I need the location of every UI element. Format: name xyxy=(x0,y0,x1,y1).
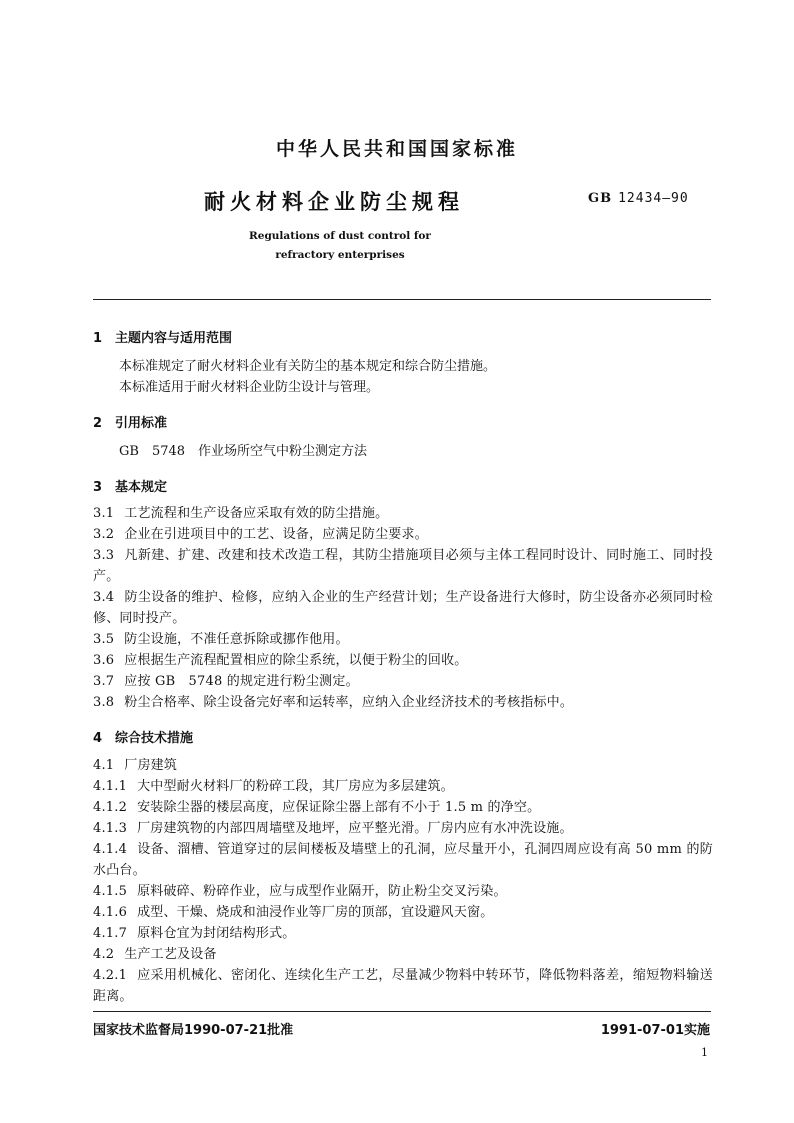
clause-text: 生产工艺及设备 xyxy=(124,947,217,962)
clause-3-1 xyxy=(93,503,713,524)
clause-4-1 xyxy=(93,755,713,776)
clause-number: 4.2 xyxy=(93,947,115,962)
clause-4-1-7 xyxy=(93,923,713,944)
clause-text: 原料仓宜为封闭结构形式。 xyxy=(137,926,296,941)
section-number: 3 xyxy=(93,480,103,495)
clause-3-3 xyxy=(93,545,713,587)
clause-4-1-3 xyxy=(93,818,713,839)
clause-text: 原料破碎、粉碎作业，应与成型作业隔开，防止粉尘交叉污染。 xyxy=(137,884,507,899)
clause-4-1-6 xyxy=(93,902,713,923)
clause-4-1-4 xyxy=(93,839,713,881)
clause-3-4 xyxy=(93,587,713,629)
clause-text: 设备、溜槽、管道穿过的层间楼板及墙壁上的孔洞，应尽量开小，孔洞四周应设有高 50 mm 的防水凸台。 xyxy=(93,842,713,878)
clause-3-2 xyxy=(93,524,713,545)
clause-text: 大中型耐火材料厂的粉碎工段，其厂房应为多层建筑。 xyxy=(137,779,454,794)
clause-text: 应根据生产流程配置相应的除尘系统，以便于粉尘的回收。 xyxy=(124,653,468,668)
clause-number: 3.6 xyxy=(93,653,115,668)
clause-number: 3.1 xyxy=(93,506,115,521)
clause-number: 3.7 xyxy=(93,674,115,689)
clause-number: 3.2 xyxy=(93,527,115,542)
code-prefix: GB xyxy=(588,191,613,206)
clause-3-8 xyxy=(93,692,713,713)
section-title: 主题内容与适用范围 xyxy=(115,331,233,346)
section-2-reference: GB 5748 作业场所空气中粉尘测定方法 xyxy=(119,444,368,459)
clause-3-6 xyxy=(93,650,713,671)
clause-4-1-1 xyxy=(93,776,713,797)
section-number: 4 xyxy=(93,731,103,746)
clause-number: 4.1.1 xyxy=(93,779,128,794)
clause-4-2-1 xyxy=(93,965,713,1007)
clause-number: 4.1 xyxy=(93,758,115,773)
clause-text: 应按 GB 5748 的规定进行粉尘测定。 xyxy=(124,674,359,689)
document-title: 耐火材料企业防尘规程 xyxy=(204,190,464,214)
national-standard-heading: 中华人民共和国国家标准 xyxy=(275,138,518,160)
section-4-heading xyxy=(93,727,193,746)
clause-3-7 xyxy=(93,671,713,692)
clause-4-1-2 xyxy=(93,797,713,818)
header-divider xyxy=(93,299,711,300)
clause-text: 粉尘合格率、除尘设备完好率和运转率，应纳入企业经济技术的考核指标中。 xyxy=(124,695,574,710)
clause-text: 应采用机械化、密闭化、连续化生产工艺，尽量减少物料中转环节，降低物料落差，缩短物料输送距离。 xyxy=(93,968,713,1004)
section-number: 1 xyxy=(93,331,103,346)
clause-3-5 xyxy=(93,629,713,650)
page-number: 1 xyxy=(701,1046,708,1059)
clause-text: 凡新建、扩建、改建和技术改造工程，其防尘措施项目必须与主体工程同时设计、同时施工、同时投产。 xyxy=(93,548,713,584)
clause-number: 4.1.5 xyxy=(93,884,128,899)
footer-divider xyxy=(93,1011,711,1012)
section-1-paragraph-2: 本标准适用于耐火材料企业防尘设计与管理。 xyxy=(119,380,380,395)
clause-text: 安装除尘器的楼层高度，应保证除尘器上部有不小于 1.5 m 的净空。 xyxy=(137,800,541,815)
clause-number: 4.1.6 xyxy=(93,905,128,920)
approval-date: 国家技术监督局1990-07-21批准 xyxy=(93,1023,294,1038)
section-2-heading xyxy=(93,412,167,431)
clause-number: 3.3 xyxy=(93,548,115,563)
clause-number: 4.1.4 xyxy=(93,842,128,857)
section-title: 基本规定 xyxy=(115,480,168,495)
section-title: 引用标准 xyxy=(115,416,168,431)
section-3-heading xyxy=(93,476,167,495)
clause-4-1-5 xyxy=(93,881,713,902)
clause-text: 成型、干燥、烧成和油浸作业等厂房的顶部，宜设避风天窗。 xyxy=(137,905,494,920)
clause-text: 工艺流程和生产设备应采取有效的防尘措施。 xyxy=(124,506,389,521)
section-1-paragraph-1: 本标准规定了耐火材料企业有关防尘的基本规定和综合防尘措施。 xyxy=(119,359,497,374)
clause-number: 3.4 xyxy=(93,590,115,605)
clause-text: 企业在引进项目中的工艺、设备，应满足防尘要求。 xyxy=(124,527,428,542)
clause-number: 4.2.1 xyxy=(93,968,128,983)
clause-number: 4.1.7 xyxy=(93,926,128,941)
section-number: 2 xyxy=(93,416,103,431)
english-title-line-2: refractory enterprises xyxy=(275,249,405,261)
section-title: 综合技术措施 xyxy=(115,731,194,746)
english-title-line-1: Regulations of dust control for xyxy=(249,230,431,242)
clause-number: 4.1.2 xyxy=(93,800,128,815)
clause-text: 厂房建筑 xyxy=(124,758,178,773)
clause-number: 4.1.3 xyxy=(93,821,128,836)
standard-code xyxy=(588,191,689,206)
clause-text: 厂房建筑物的内部四周墙壁及地坪，应平整光滑。厂房内应有水冲洗设施。 xyxy=(137,821,573,836)
clause-text: 防尘设施，不准任意拆除或挪作他用。 xyxy=(124,632,349,647)
clause-number: 3.8 xyxy=(93,695,115,710)
code-number: 12434—90 xyxy=(618,191,689,206)
effective-date: 1991-07-01实施 xyxy=(600,1023,710,1038)
clause-text: 防尘设备的维护、检修，应纳入企业的生产经营计划；生产设备进行大修时，防尘设备亦必须同时检修、同时投产。 xyxy=(93,590,713,626)
clause-number: 3.5 xyxy=(93,632,115,647)
section-1-heading xyxy=(93,327,232,346)
clause-4-2 xyxy=(93,944,713,965)
